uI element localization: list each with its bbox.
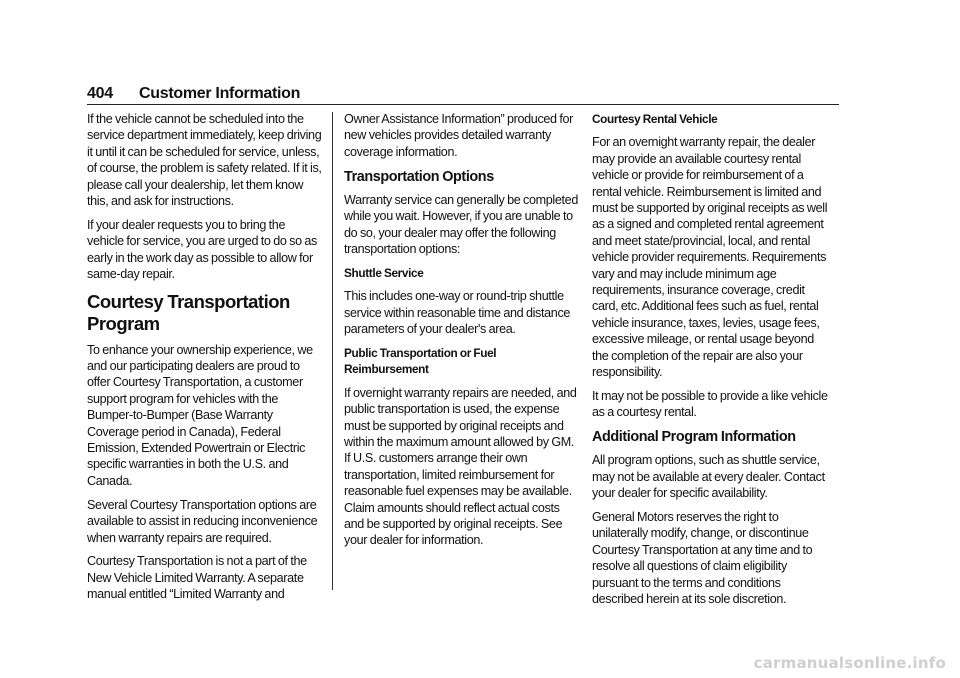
option-title: Shuttle Service — [344, 265, 424, 280]
watermark: carmanualsonline.info — [753, 654, 946, 672]
paragraph: For an overnight warranty repair, the dealer may provide an available courtesy rental vehicle or provide for reimbursement of a rental vehicle. Reimbursement is limited and must be supported by original receipts as well as a signed and completed rental agreement and meet state/provincial, local, and rental vehicle provider requirements. Requirements vary and may include minimum age requirements, insurance coverage, credit card, etc. Additional fees such as fuel, rental vehicle insurance, taxes, levies, usage fees, excessive mileage, or rental usage beyond the completion of the repair are also your responsibility. — [592, 135, 828, 380]
subsection-heading: Transportation Options — [344, 168, 494, 185]
paragraph: If overnight warranty repairs are needed, and public transportation is used, the expense must be supported by original receipts and within the maximum amount allowed by GM. If U.S. customers arrange their own transportation, limited reimbursement for reasonable fuel expenses may be available. Claim amounts should reflect actual costs and be supported by original receipts. See your dealer for information. — [344, 385, 577, 548]
column-divider — [332, 112, 333, 590]
page-header — [87, 84, 839, 104]
paragraph: All program options, such as shuttle service, may not be available at every dealer. Contact your dealer for specific availability. — [592, 453, 825, 501]
section-heading: Courtesy Transportation Program — [87, 290, 290, 334]
paragraph: If the vehicle cannot be scheduled into the service department immediately, keep driving it until it can be scheduled for service, unless, of course, the problem is safety related. If it is, please call your dealership, let them know this, and ask for instructions. — [87, 112, 322, 209]
column-left — [87, 111, 323, 610]
page-number: 404 — [87, 85, 113, 102]
paragraph: General Motors reserves the right to unilaterally modify, change, or discontinue Courtesy Transportation at any time and to resolve all questions of claim eligibility pursuant to the terms and conditions described herein at its sole discretion. — [592, 510, 813, 607]
subsection-heading: Additional Program Information — [592, 429, 796, 446]
paragraph: Warranty service can generally be completed while you wait. However, if you are unable to do so, your dealer may offer the following transportation options: — [344, 192, 578, 256]
header-rule — [87, 104, 839, 105]
option-title: Courtesy Rental Vehicle — [592, 112, 718, 126]
column-middle — [344, 111, 580, 556]
paragraph: This includes one-way or round-trip shuttle service within reasonable time and distance parameters of your dealer's area. — [344, 289, 571, 337]
paragraph: It may not be possible to provide a like vehicle as a courtesy rental. — [592, 389, 828, 420]
paragraph: To enhance your ownership experience, we and our participating dealers are proud to offer Courtesy Transportation, a customer support program for vehicles with the Bumper-to-Bumper (Base Warranty Coverage period in Canada), Federal Emission, Extended Powertrain or Electric specific warranties in both the U.S. and Canada. — [87, 342, 313, 488]
paragraph: If your dealer requests you to bring the vehicle for service, you are urged to do so as early in the work day as possible to allow for same-day repair. — [87, 217, 318, 282]
option-title: Public Transportation or Fuel Reimbursement — [344, 345, 497, 377]
paragraph: Several Courtesy Transportation options are available to assist in reducing inconvenience when warranty repairs are required. — [87, 497, 318, 545]
paragraph: Courtesy Transportation is not a part of the New Vehicle Limited Warranty. A separate manual entitled “Limited Warranty and — [87, 554, 307, 602]
paragraph: Owner Assistance Information” produced for new vehicles provides detailed warranty coverage information. — [344, 112, 573, 159]
section-title: Customer Information — [139, 85, 301, 102]
column-right — [592, 111, 828, 615]
